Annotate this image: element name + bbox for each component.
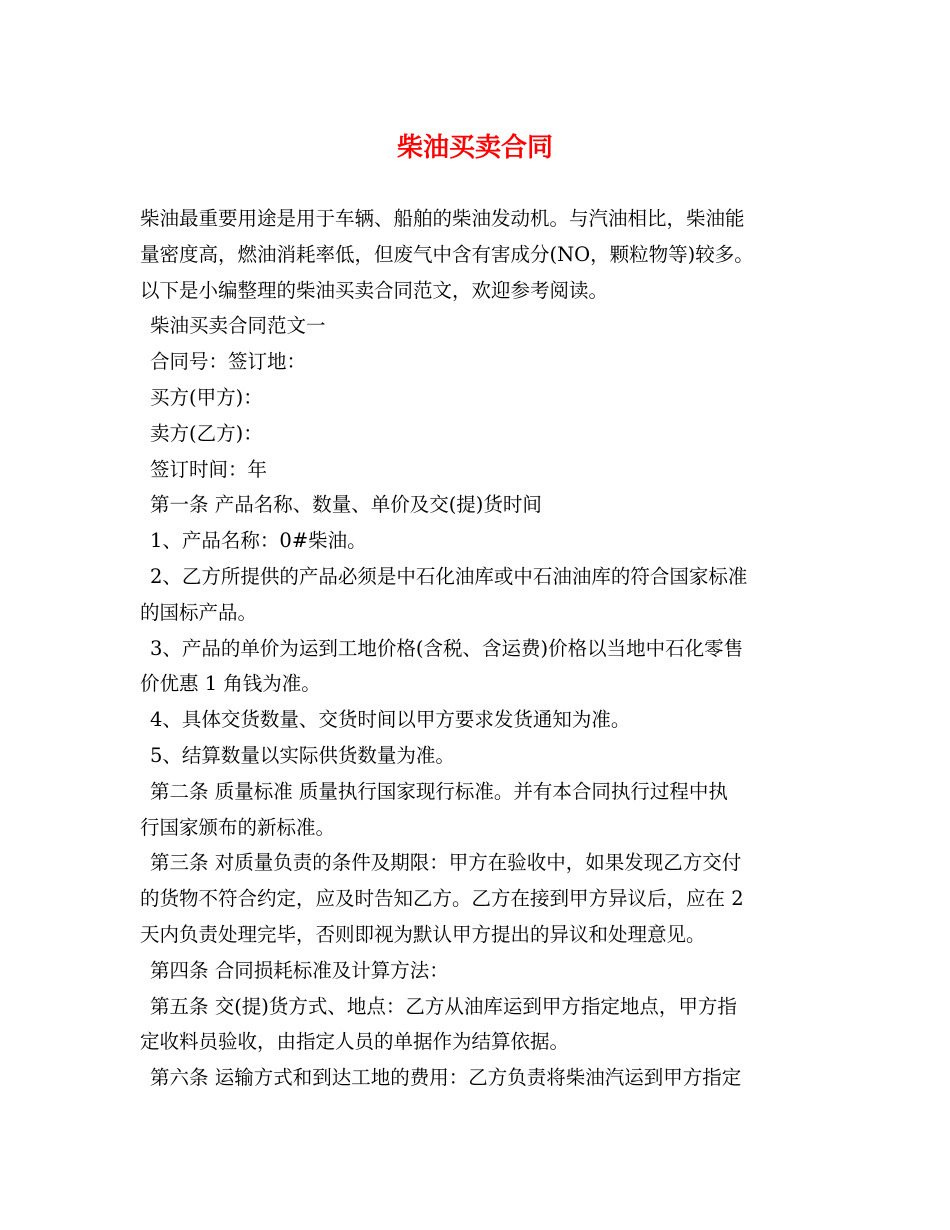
paragraph-line: 合同号：签订地： xyxy=(150,350,307,374)
paragraph xyxy=(140,774,815,846)
paragraph-line: 3、产品的单价为运到工地价格(含税、含运费)价格以当地中石化零售 xyxy=(150,636,744,660)
paragraph-line: 第五条 交(提)货方式、地点：乙方从油库运到甲方指定地点，甲方指 xyxy=(150,994,737,1018)
paragraph-line: 买方(甲方)： xyxy=(150,385,263,409)
paragraph xyxy=(140,523,815,559)
paragraph-line: 第六条 运输方式和到达工地的费用：乙方负责将柴油汽运到甲方指定 xyxy=(150,1066,742,1090)
paragraph-line: 5、结算数量以实际供货数量为准。 xyxy=(150,743,455,767)
paragraph xyxy=(140,702,815,738)
paragraph xyxy=(140,953,815,989)
paragraph xyxy=(140,452,815,488)
paragraph xyxy=(140,344,815,380)
paragraph xyxy=(140,416,815,452)
paragraph-line: 2、乙方所提供的产品必须是中石化油库或中石油油库的符合国家标准 xyxy=(150,564,748,588)
paragraph-line: 量密度高，燃油消耗率低，但废气中含有害成分(NO，颗粒物等)较多。 xyxy=(140,242,754,266)
paragraph-line: 1、产品名称：0#柴油。 xyxy=(150,529,367,553)
paragraph xyxy=(140,201,815,308)
paragraph-line: 4、具体交货数量、交货时间以甲方要求发货通知为准。 xyxy=(150,708,631,732)
paragraph xyxy=(140,380,815,416)
paragraph xyxy=(140,845,815,952)
paragraph-line: 柴油买卖合同范文一 xyxy=(150,314,326,338)
paragraph-line: 第三条 对质量负责的条件及期限：甲方在验收中，如果发现乙方交付 xyxy=(150,851,742,875)
paragraph xyxy=(140,1060,815,1096)
paragraph xyxy=(140,487,815,523)
paragraph-line: 第一条 产品名称、数量、单价及交(提)货时间 xyxy=(150,493,542,517)
paragraph xyxy=(140,738,815,774)
paragraph xyxy=(140,559,815,631)
paragraph xyxy=(140,989,815,1061)
paragraph-line: 天内负责处理完毕，否则即视为默认甲方提出的异议和处理意见。 xyxy=(140,922,706,946)
paragraph-line: 以下是小编整理的柴油买卖合同范文，欢迎参考阅读。 xyxy=(140,278,609,302)
paragraph-line: 的货物不符合约定，应及时告知乙方。乙方在接到甲方异议后，应在 2 xyxy=(140,887,744,911)
paragraph-line: 价优惠 1 角钱为准。 xyxy=(140,672,321,696)
paragraph xyxy=(140,631,815,703)
paragraph-line: 柴油最重要用途是用于车辆、船舶的柴油发动机。与汽油相比，柴油能 xyxy=(140,207,745,230)
paragraph-line: 的国标产品。 xyxy=(140,600,258,624)
paragraph-line: 卖方(乙方)： xyxy=(150,421,263,445)
paragraph-line: 行国家颁布的新标准。 xyxy=(140,815,336,839)
paragraph-line: 定收料员验收，由指定人员的单据作为结算依据。 xyxy=(140,1030,570,1054)
paragraph-line: 第二条 质量标准 质量执行国家现行标准。并有本合同执行过程中执 xyxy=(150,779,728,803)
document-body xyxy=(140,201,815,1096)
paragraph-line: 第四条 合同损耗标准及计算方法： xyxy=(150,958,449,982)
document-title: 柴油买卖合同 xyxy=(396,133,553,163)
paragraph xyxy=(140,308,815,344)
paragraph-line: 签订时间：年 xyxy=(150,457,268,481)
